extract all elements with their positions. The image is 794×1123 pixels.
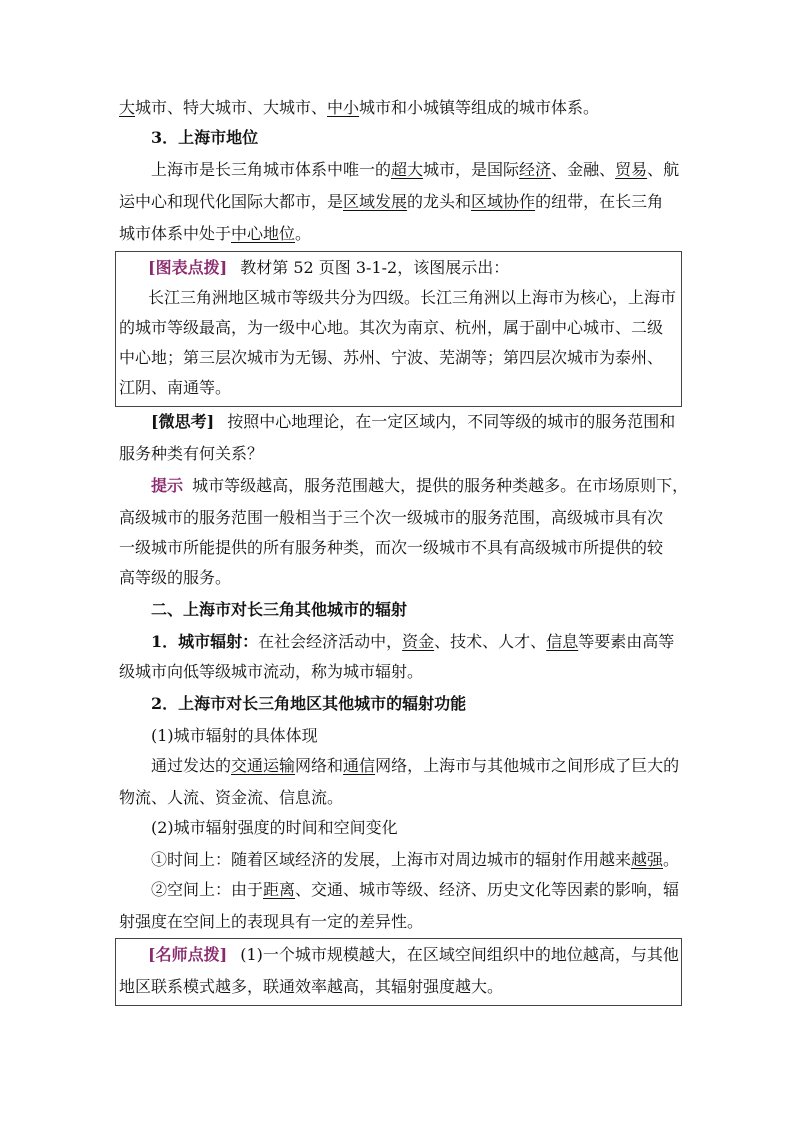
text-run: 的龙头和 bbox=[407, 192, 472, 211]
underlined-text: 经济 bbox=[519, 160, 552, 179]
underlined-text: 中小 bbox=[327, 98, 360, 117]
teacher-tip-box bbox=[115, 938, 682, 1006]
para-shanghai-3 bbox=[119, 218, 679, 250]
text-run: 网络和 bbox=[295, 756, 344, 775]
line-city-system bbox=[119, 92, 679, 124]
text-run: 网络，上海市与其他城市之间形成了巨大的 bbox=[375, 756, 680, 775]
teacher-tip-line-1 bbox=[148, 939, 678, 971]
teacher-tip-line-2: 地区联系模式越多，联通效率越高，其辐射强度越大。 bbox=[119, 977, 504, 996]
subheading-embodiment: (1)城市辐射的具体体现 bbox=[151, 726, 318, 745]
para-shanghai-1 bbox=[151, 154, 679, 186]
hint-text: 城市等级越高，服务范围越大，提供的服务种类越多。在市场原则下， bbox=[192, 476, 689, 495]
text-run: 运中心和现代化国际大都市，是 bbox=[119, 192, 344, 211]
underlined-text: 越强 bbox=[631, 850, 664, 869]
radiation-def-1 bbox=[151, 626, 679, 658]
underlined-text: 中心地位 bbox=[231, 224, 296, 243]
underlined-text: 交通运输 bbox=[231, 756, 296, 775]
text-run: ①时间上：随着区域经济的发展，上海市对周边城市的辐射作用越来 bbox=[151, 850, 632, 869]
space-variation-2: 射强度在空间上的表现具有一定的差异性。 bbox=[119, 912, 424, 931]
text-run: 的纽带，在长三角 bbox=[535, 192, 664, 211]
underlined-text: 区域发展 bbox=[343, 192, 408, 211]
text-run: 。 bbox=[295, 224, 312, 243]
chart-tip-box bbox=[115, 251, 682, 407]
hint-line-1 bbox=[151, 470, 689, 502]
think-question-1 bbox=[151, 406, 711, 438]
chart-tip-tag: [图表点拨] bbox=[148, 258, 228, 277]
text-run: 在社会经济活动中， bbox=[258, 632, 403, 651]
subheading-variation: (2)城市辐射强度的时间和空间变化 bbox=[151, 818, 398, 837]
think-tag: [微思考] bbox=[151, 412, 215, 431]
text-run: 城市，是国际 bbox=[423, 160, 520, 179]
chart-tip-intro: 教材第 52 页图 3-1-2，该图展示出： bbox=[240, 258, 510, 277]
text-run: 、交通、城市等级、经济、历史文化等因素的影响，辐 bbox=[295, 880, 680, 899]
text-run: 。 bbox=[663, 850, 680, 869]
think-question-text: 按照中心地理论，在一定区域内，不同等级的城市的服务范围和 bbox=[227, 412, 676, 431]
text-run: 城市体系中处于 bbox=[119, 224, 232, 243]
chart-tip-line: 的城市等级最高，为一级中心地。其次为南京、杭州，属于副中心城市、二级 bbox=[119, 318, 664, 337]
embodiment-line-2: 物流、人流、资金流、信息流。 bbox=[119, 788, 344, 807]
text-run: 上海市是长三角城市体系中唯一的 bbox=[151, 160, 392, 179]
chart-tip-line: 江阴、南通等。 bbox=[119, 378, 232, 397]
text-run: 、航 bbox=[647, 160, 680, 179]
radiation-def-2: 级城市向低等级城市流动，称为城市辐射。 bbox=[119, 662, 424, 681]
underlined-text: 资金 bbox=[402, 632, 435, 651]
heading-radiation-function: 2．上海市对长三角地区其他城市的辐射功能 bbox=[151, 694, 467, 713]
underlined-text: 通信 bbox=[343, 756, 376, 775]
heading-shanghai-position: 3．上海市地位 bbox=[151, 128, 259, 147]
teacher-tip-tag: [名师点拨] bbox=[148, 945, 228, 964]
text-run: 通过发达的 bbox=[151, 756, 232, 775]
text-run: 城市和小城镇等组成的城市体系。 bbox=[359, 98, 600, 117]
underlined-text: 区域协作 bbox=[471, 192, 536, 211]
underlined-text: 贸易 bbox=[615, 160, 648, 179]
teacher-tip-text: (1)一个城市规模越大，在区域空间组织中的地位越高，与其他 bbox=[240, 945, 679, 964]
hint-line-2: 高级城市的服务范围一般相当于三个次一级城市的服务范围，高级城市具有次 bbox=[119, 508, 664, 527]
chart-tip-line: 长江三角洲地区城市等级共分为四级。长江三角洲以上海市为核心，上海市 bbox=[148, 288, 677, 307]
underlined-text: 超大 bbox=[391, 160, 424, 179]
text-run: 、金融、 bbox=[551, 160, 616, 179]
think-question-2: 服务种类有何关系？ bbox=[119, 444, 264, 463]
underlined-text: 大 bbox=[119, 98, 136, 117]
time-variation bbox=[151, 844, 679, 876]
para-shanghai-2 bbox=[119, 186, 679, 218]
text-run: 、技术、人才、 bbox=[434, 632, 547, 651]
hint-tag: 提示 bbox=[151, 476, 184, 495]
text-run: 城市、特大城市、大城市、 bbox=[135, 98, 328, 117]
embodiment-line-1 bbox=[151, 750, 679, 782]
text-run: 1．城市辐射： bbox=[151, 632, 259, 651]
hint-line-4: 高等级的服务。 bbox=[119, 568, 232, 587]
underlined-text: 信息 bbox=[546, 632, 579, 651]
heading-radiation: 二、上海市对长三角其他城市的辐射 bbox=[151, 600, 408, 619]
text-run: ②空间上：由于 bbox=[151, 880, 264, 899]
space-variation-1 bbox=[151, 874, 679, 906]
chart-tip-line: 中心地；第三层次城市为无锡、苏州、宁波、芜湖等；第四层次城市为泰州、 bbox=[119, 348, 664, 367]
underlined-text: 距离 bbox=[263, 880, 296, 899]
chart-tip-header bbox=[148, 252, 678, 284]
text-run: 等要素由高等 bbox=[578, 632, 675, 651]
hint-line-3: 一级城市所能提供的所有服务种类，而次一级城市不具有高级城市所提供的较 bbox=[119, 538, 664, 557]
